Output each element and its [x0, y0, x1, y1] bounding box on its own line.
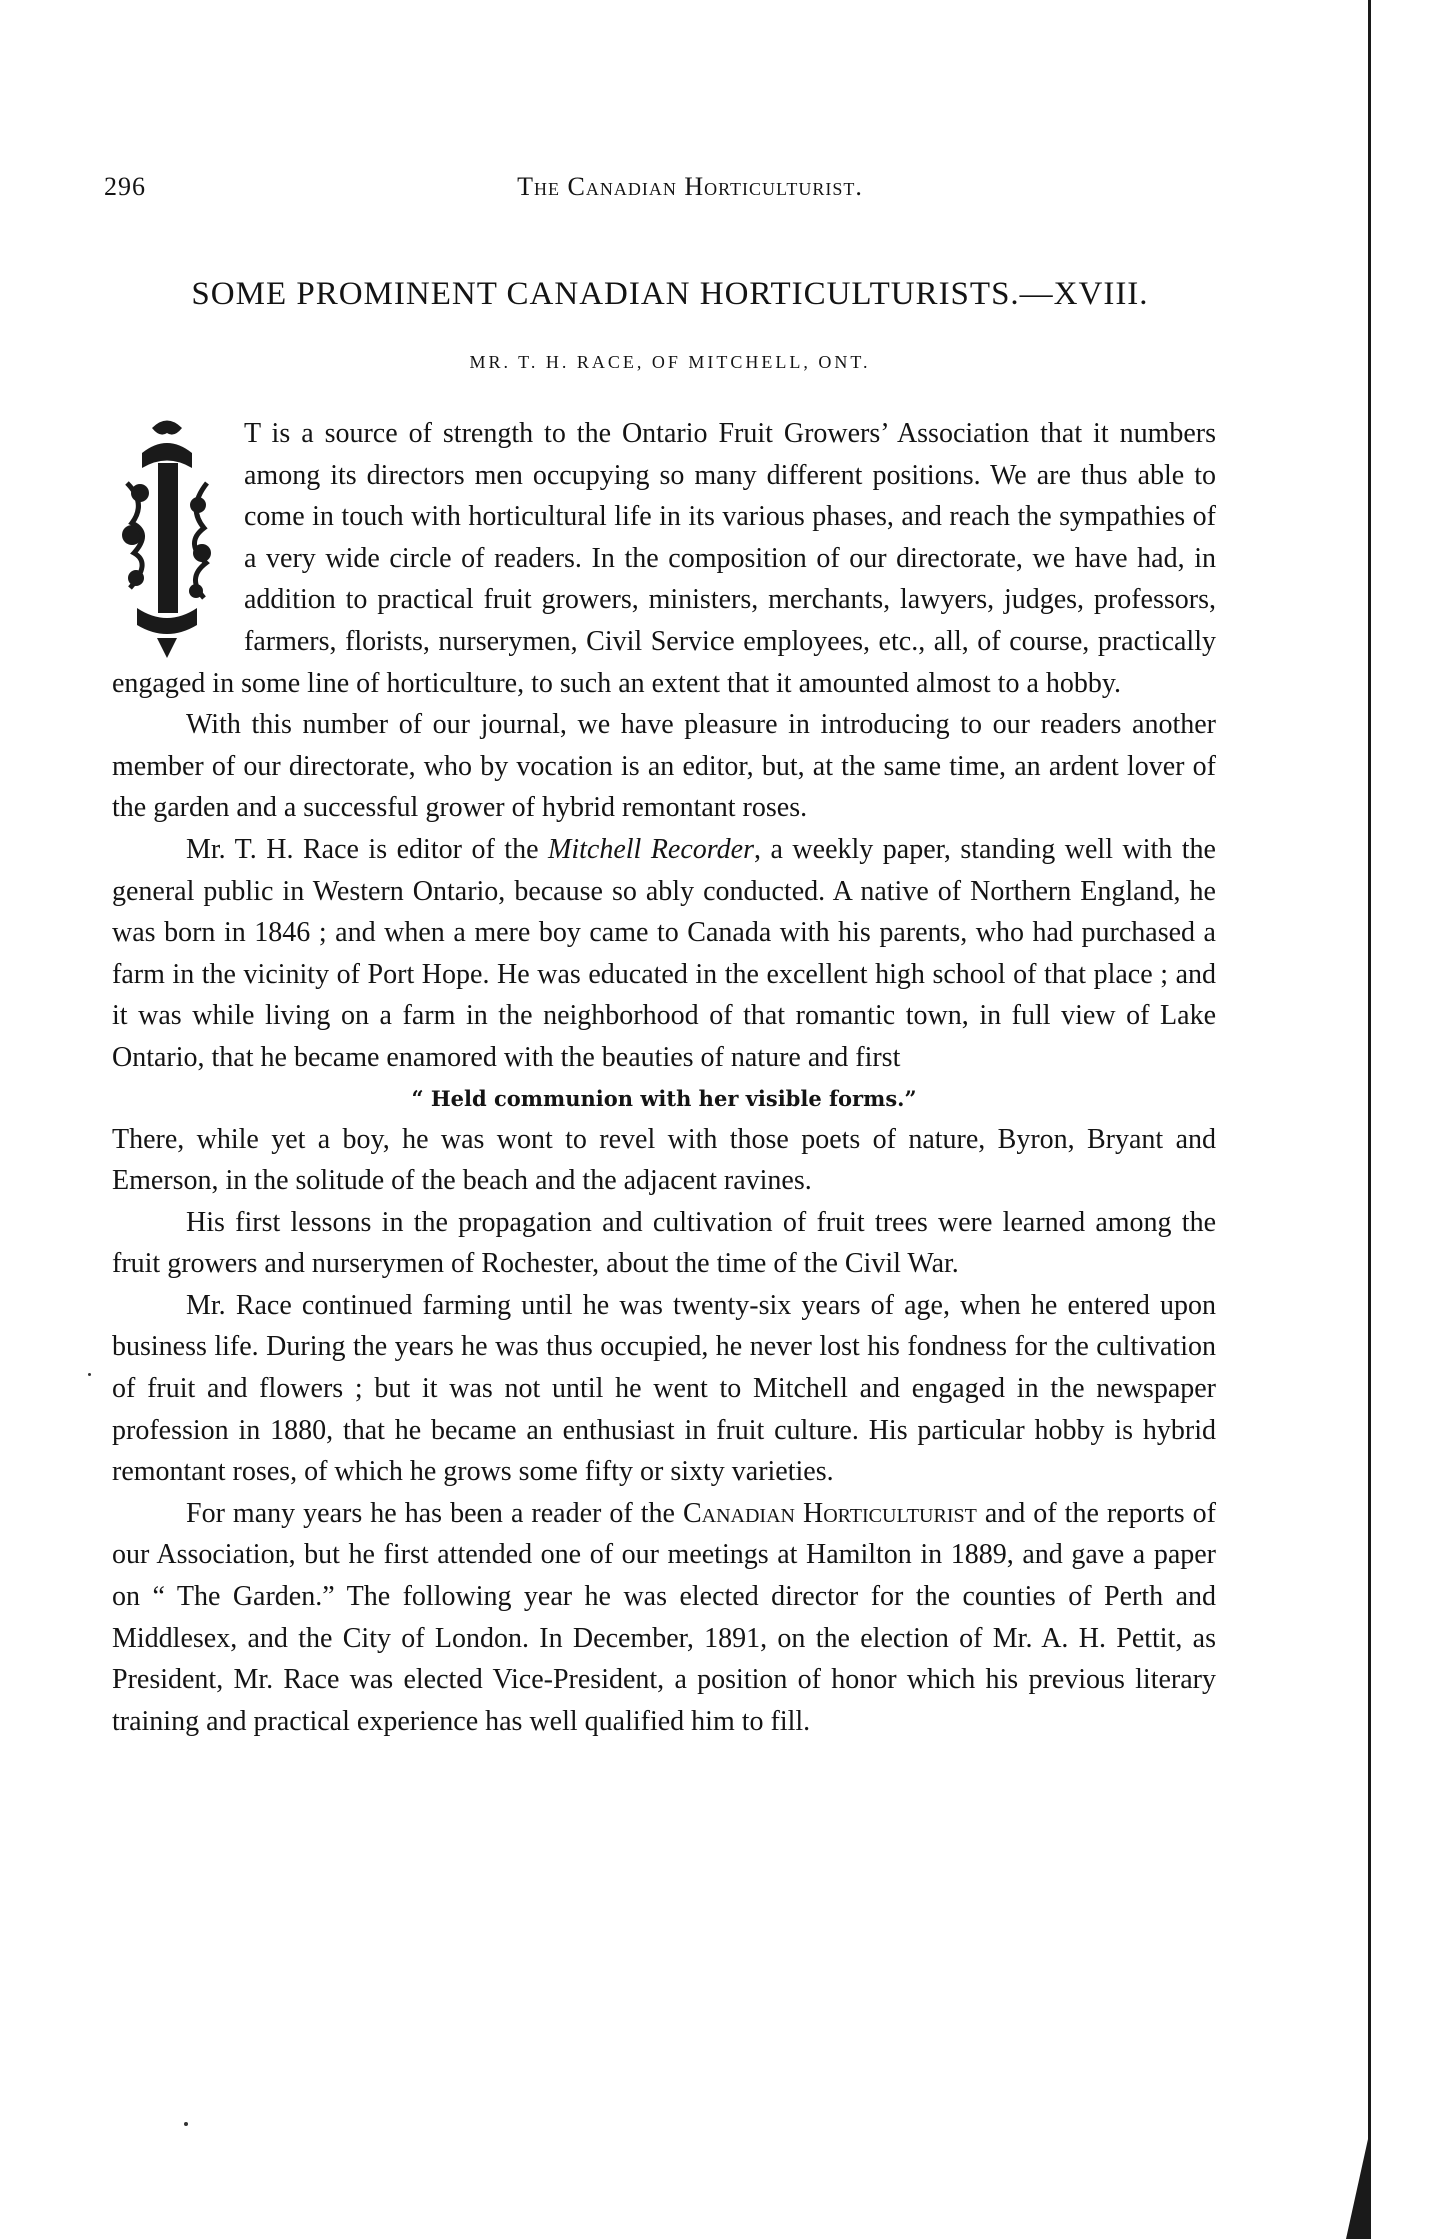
ornamental-dropcap	[112, 413, 222, 658]
journal-reference: Canadian Horticulturist	[682, 1497, 977, 1529]
paragraph-3-text-b: , a weekly paper, standing well with the general public in Western Ontario, because so ably conducted. A native of Northern England, he was born in 1846 ; and when a mere boy came to Canada with his parents, who had purchased a farm in the vicinity of Port Hope. He was educated in the excellent high school of that place ; and it was while living on a farm in the neighborhood of that romantic town, in full view of Lake Ontario, that he became enamored with the beauties of nature and first	[112, 833, 1216, 1073]
paragraph-7	[112, 1493, 1216, 1743]
page-number: 296	[104, 172, 146, 201]
paragraph-3-text-a: Mr. T. H. Race is editor of the	[186, 833, 549, 865]
page-edge-line	[1368, 0, 1371, 2239]
paragraph-5: His first lessons in the propagation and cultivation of fruit trees were learned among the fruit growers and nurserymen of Rochester, about the time of the Civil War.	[112, 1206, 1216, 1280]
paragraph-1-text: T is a source of strength to the Ontario Fruit Growers’ Association that it numbers among its directors men occupying so many different positions. We are thus able to come in touch with horticultural life in its various phases, and reach the sympathies of a very wide circle of readers. In the composition of our directorate, we have had, in addition to practical fruit growers, ministers, merchants, lawyers, judges, professors, farmers, florists, nurserymen, Civil Service employees, etc., all, of course, practically engaged in some line of horticulture, to such an extent that it amounted almost to a hobby.	[112, 418, 1216, 699]
paragraph-2: With this number of our journal, we have pleasure in introducing to our readers another member of our directorate, who by vocation is an editor, but, at the same time, an ardent lover of the garden and a successful grower of hybrid remontant roses.	[112, 709, 1216, 824]
scan-speck	[88, 1373, 91, 1376]
article-body	[112, 413, 1216, 1742]
paragraph-6: Mr. Race continued farming until he was twenty-six years of age, when he entered upon business life. During the years he was thus occupied, he never lost his fondness for the cultivation of fruit and flowers ; but it was not until he went to Mitchell and engaged in the newspaper profession in 1880, that he became an enthusiast in fruit culture. His particular hobby is hybrid remontant roses, of which he grows some fifty or sixty varieties.	[112, 1289, 1216, 1488]
article-subtitle: MR. T. H. RACE, OF MITCHELL, ONT.	[469, 352, 871, 372]
paragraph-4: There, while yet a boy, he was wont to revel with those poets of nature, Byron, Bryant and Emerson, in the solitude of the beach and the adjacent ravines.	[112, 1123, 1216, 1197]
paragraph-7-text-a: For many years he has been a reader of the	[186, 1497, 683, 1529]
scan-speck	[184, 2122, 188, 2126]
article-title: SOME PROMINENT CANADIAN HORTICULTURISTS.—XVIII.	[191, 276, 1149, 312]
quotation: “ Held communion with her visible forms.”	[411, 1085, 917, 1111]
paragraph-1	[112, 413, 1216, 704]
page-edge-corner	[1346, 2130, 1370, 2239]
paragraph-3	[112, 829, 1216, 1079]
journal-title: The Canadian Horticulturist.	[517, 172, 863, 201]
running-head	[0, 172, 1442, 212]
paragraph-7-text-b: and of the reports of our Association, but he first attended one of our meetings at Hamilton in 1889, and gave a paper on “ The Garden.” The following year he was elected director for the counties of Perth and Middlesex, and the City of London. In December, 1891, on the election of Mr. A. H. Pettit, as President, Mr. Race was elected Vice-President, a position of honor which his previous literary training and practical experience has well qualified him to fill.	[112, 1497, 1216, 1737]
ornamental-initial-icon	[112, 413, 222, 658]
newspaper-name: Mitchell Recorder	[548, 833, 754, 865]
